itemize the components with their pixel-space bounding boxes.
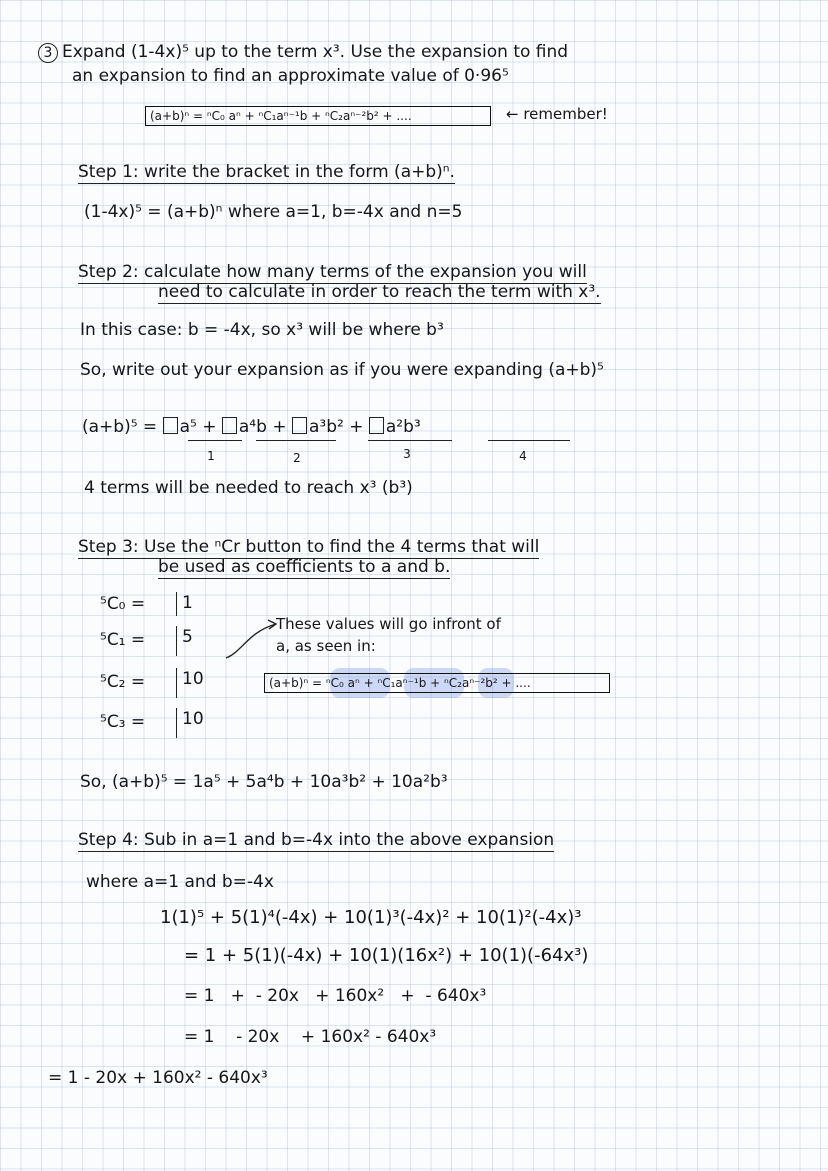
step3-heading-2: be used as coefficients to a and b. bbox=[158, 557, 451, 577]
step4-line-2: = 1 + 5(1)(-4x) + 10(1)(16x²) + 10(1)(-64x³) bbox=[184, 945, 589, 966]
step3-heading-1: Step 3: Use the ⁿCr button to find the 4 terms that will bbox=[78, 537, 540, 557]
ncr-label-3: ⁵C₃ = bbox=[100, 712, 146, 732]
brace-1 bbox=[188, 440, 242, 441]
step1-heading: Step 1: write the bracket in the form (a+b)ⁿ. bbox=[78, 162, 455, 182]
ncr-label-2: ⁵C₂ = bbox=[100, 672, 146, 692]
formula-box: (a+b)ⁿ = ⁿC₀ aⁿ + ⁿC₁aⁿ⁻¹b + ⁿC₂aⁿ⁻²b² + .... bbox=[145, 106, 491, 126]
term-number-2: 2 bbox=[293, 451, 301, 465]
brace-3 bbox=[368, 440, 452, 441]
term-number-4: 4 bbox=[519, 449, 527, 463]
step1-line: (1-4x)⁵ = (a+b)ⁿ where a=1, b=-4x and n=5 bbox=[84, 202, 463, 222]
arrow-icon bbox=[222, 612, 282, 662]
step4-line-4: = 1 - 20x + 160x² - 640x³ bbox=[184, 1027, 437, 1047]
expansion-template: (a+b)⁵ = a⁵ + a⁴b + a³b² + a²b³ bbox=[82, 417, 421, 437]
ncr-value-1: 5 bbox=[176, 626, 193, 656]
step4-heading: Step 4: Sub in a=1 and b=-4x into the above expansion bbox=[78, 830, 555, 850]
ncr-value-0: 1 bbox=[176, 592, 193, 616]
step4-line-1: 1(1)⁵ + 5(1)⁴(-4x) + 10(1)³(-4x)² + 10(1)²(-4x)³ bbox=[160, 907, 582, 928]
blank-box bbox=[369, 417, 384, 434]
ncr-label-1: ⁵C₁ = bbox=[100, 630, 146, 650]
step2-conclusion: 4 terms will be needed to reach x³ (b³) bbox=[84, 478, 413, 498]
remember-note: ← remember! bbox=[506, 105, 608, 123]
term-number-3: 3 bbox=[403, 447, 411, 461]
brace-2 bbox=[256, 440, 336, 441]
step4-where: where a=1 and b=-4x bbox=[86, 872, 274, 892]
term-4: a²b³ bbox=[385, 417, 421, 437]
step2-line-1: In this case: b = -4x, so x³ will be where b³ bbox=[80, 320, 444, 340]
ncr-value-3: 10 bbox=[176, 708, 204, 738]
blank-box bbox=[163, 417, 178, 434]
term-1: a⁵ bbox=[179, 417, 197, 437]
question-text-1: Expand (1-4x)⁵ up to the term x³. Use the expansion to find bbox=[62, 42, 569, 62]
question-line-1 bbox=[38, 42, 568, 63]
question-number: 3 bbox=[38, 43, 58, 63]
blank-box bbox=[292, 417, 307, 434]
step4-line-3: = 1 + - 20x + 160x² + - 640x³ bbox=[184, 986, 487, 1006]
ncr-value-2: 10 bbox=[176, 668, 204, 698]
step2-heading-2: need to calculate in order to reach the term with x³. bbox=[158, 282, 601, 302]
brace-4 bbox=[488, 440, 570, 441]
step3-note-1: These values will go infront of bbox=[276, 615, 501, 633]
step3-result: So, (a+b)⁵ = 1a⁵ + 5a⁴b + 10a³b² + 10a²b³ bbox=[80, 772, 448, 792]
step2-line-2: So, write out your expansion as if you were expanding (a+b)⁵ bbox=[80, 360, 604, 380]
expansion-lhs: (a+b)⁵ = bbox=[82, 417, 158, 437]
blank-box bbox=[222, 417, 237, 434]
term-2: a⁴b bbox=[238, 417, 267, 437]
step2-heading-1: Step 2: calculate how many terms of the expansion you will bbox=[78, 262, 587, 282]
ncr-label-0: ⁵C₀ = bbox=[100, 594, 146, 614]
step3-note-2: a, as seen in: bbox=[276, 637, 376, 655]
term-3: a³b² bbox=[308, 417, 344, 437]
question-line-2: an expansion to find an approximate value of 0·96⁵ bbox=[72, 66, 509, 86]
final-answer: = 1 - 20x + 160x² - 640x³ bbox=[48, 1068, 268, 1088]
term-number-1: 1 bbox=[207, 449, 215, 463]
formula-box-2: (a+b)ⁿ = ⁿC₀ aⁿ + ⁿC₁aⁿ⁻¹b + ⁿC₂aⁿ⁻²b² + .... bbox=[264, 673, 610, 693]
